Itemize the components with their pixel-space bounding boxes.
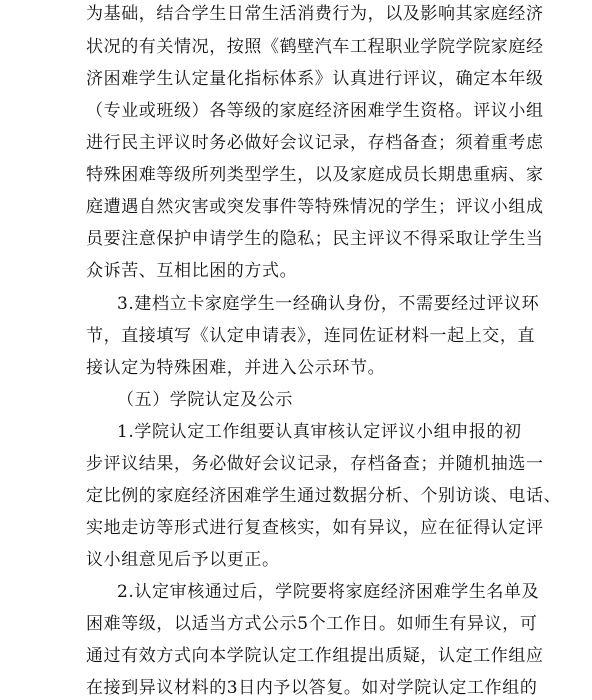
text-line: 节，直接填写《认定申请表》，连同佐证材料一起上交，直 (86, 326, 536, 346)
text-line: 接认定为特殊困难，并进入公示环节。 (86, 358, 386, 378)
text-line: 状况的有关情况，按照《鹤壁汽车工程职业学院学院家庭经 (86, 37, 544, 57)
text-line: 实地走访等形式进行复查核实，如有异议，应在征得认定评 (86, 518, 544, 538)
text-line: 步评议结果，务必做好会议记录，存档备查；并随机抽选一 (86, 454, 544, 474)
text-line: 在接到异议材料的3日内予以答复。如对学院认定工作组的 (86, 678, 538, 698)
text-line: 通过有效方式向本学院认定工作组提出质疑，认定工作组应 (86, 646, 544, 666)
text-line: 特殊困难等级所列类型学生，以及家庭成员长期患重病、家 (86, 165, 544, 185)
text-line: 进行民主评议时务必做好会议记录，存档备查；须着重考虑 (86, 133, 544, 153)
text-line: 庭遭遇自然灾害或突发事件等特殊情况的学生；评议小组成 (86, 197, 544, 217)
text-line: 为基础，结合学生日常生活消费行为，以及影响其家庭经济 (86, 4, 544, 24)
text-line: 3.建档立卡家庭学生一经确认身份，不需要经过评议环 (117, 294, 540, 314)
text-line: 1.学院认定工作组要认真审核认定评议小组申报的初 (117, 422, 522, 442)
text-line: 定比例的家庭经济困难学生通过数据分析、个别访谈、电话、 (86, 486, 562, 506)
section-heading: （五）学院认定及公示 (117, 390, 293, 410)
text-line: 员要注意保护申请学生的隐私；民主评议不得采取让学生当 (86, 229, 544, 249)
text-line: 2.认定审核通过后，学院要将家庭经济困难学生名单及 (117, 582, 540, 602)
text-line: （专业或班级）各等级的家庭经济困难学生资格。评议小组 (86, 101, 544, 121)
text-line: 议小组意见后予以更正。 (86, 550, 280, 570)
text-line: 济困难学生认定量化指标体系》认真进行评议，确定本年级 (86, 69, 544, 89)
text-line: 困难等级，以适当方式公示5个工作日。如师生有异议，可 (86, 614, 538, 634)
text-line: 众诉苦、互相比困的方式。 (86, 261, 298, 281)
